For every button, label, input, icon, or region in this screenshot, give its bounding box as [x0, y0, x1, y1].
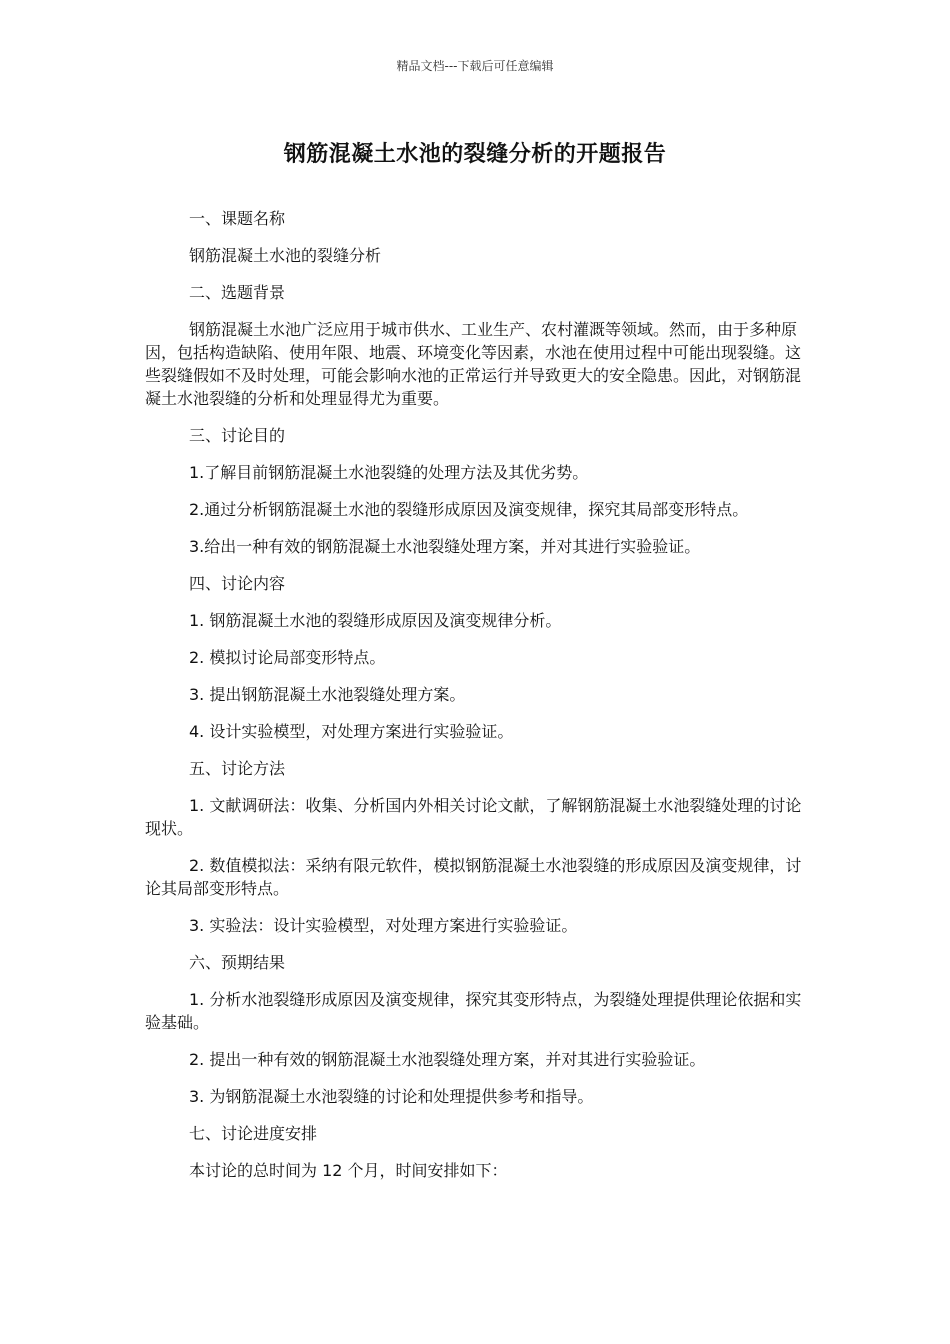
purpose-item: 2.通过分析钢筋混凝土水池的裂缝形成原因及演变规律，探究其局部变形特点。 [189, 500, 749, 519]
purpose-item: 3.给出一种有效的钢筋混凝土水池裂缝处理方案，并对其进行实验验证。 [189, 537, 701, 556]
header-note: 精品文档---下载后可任意编辑 [396, 59, 554, 73]
section-heading-results: 六、预期结果 [189, 953, 286, 972]
purpose-item: 1.了解目前钢筋混凝土水池裂缝的处理方法及其优劣势。 [189, 463, 589, 482]
section-heading-methods: 五、讨论方法 [189, 759, 286, 778]
content-item: 2. 模拟讨论局部变形特点。 [189, 648, 386, 667]
section-heading-background: 二、选题背景 [189, 283, 286, 302]
section-heading-purpose: 三、讨论目的 [189, 426, 286, 445]
content-item: 1. 钢筋混凝土水池的裂缝形成原因及演变规律分析。 [189, 611, 562, 630]
topic-name: 钢筋混凝土水池的裂缝分析 [189, 246, 382, 265]
content-item: 3. 提出钢筋混凝土水池裂缝处理方案。 [189, 685, 466, 704]
result-item: 1. 分析水池裂缝形成原因及演变规律，探究其变形特点，为裂缝处理提供理论依据和实验基础。 [145, 990, 802, 1032]
background-paragraph: 钢筋混凝土水池广泛应用于城市供水、工业生产、农村灌溉等领域。然而，由于多种原因，包括构造缺陷、使用年限、地震、环境变化等因素，水池在使用过程中可能出现裂缝。这些裂缝假如不及时处理，可能会影响水池的正常运行并导致更大的安全隐患。因此，对钢筋混凝土水池裂缝的分析和处理显得尤为重要。 [145, 320, 802, 408]
document-title: 钢筋混凝土水池的裂缝分析的开题报告 [283, 142, 667, 167]
method-item: 3. 实验法：设计实验模型，对处理方案进行实验验证。 [189, 916, 578, 935]
result-item: 3. 为钢筋混凝土水池裂缝的讨论和处理提供参考和指导。 [189, 1087, 594, 1106]
method-item: 2. 数值模拟法：采纳有限元软件，模拟钢筋混凝土水池裂缝的形成原因及演变规律，讨论其局部变形特点。 [145, 856, 802, 898]
schedule-intro: 本讨论的总时间为 12 个月，时间安排如下： [189, 1161, 508, 1180]
section-heading-topic: 一、课题名称 [189, 209, 286, 228]
section-heading-content: 四、讨论内容 [189, 574, 286, 593]
document-body [145, 207, 805, 1196]
section-heading-schedule: 七、讨论进度安排 [189, 1124, 318, 1143]
result-item: 2. 提出一种有效的钢筋混凝土水池裂缝处理方案，并对其进行实验验证。 [189, 1050, 706, 1069]
method-item: 1. 文献调研法：收集、分析国内外相关讨论文献，了解钢筋混凝土水池裂缝处理的讨论现状。 [145, 796, 802, 838]
content-item: 4. 设计实验模型，对处理方案进行实验验证。 [189, 722, 514, 741]
